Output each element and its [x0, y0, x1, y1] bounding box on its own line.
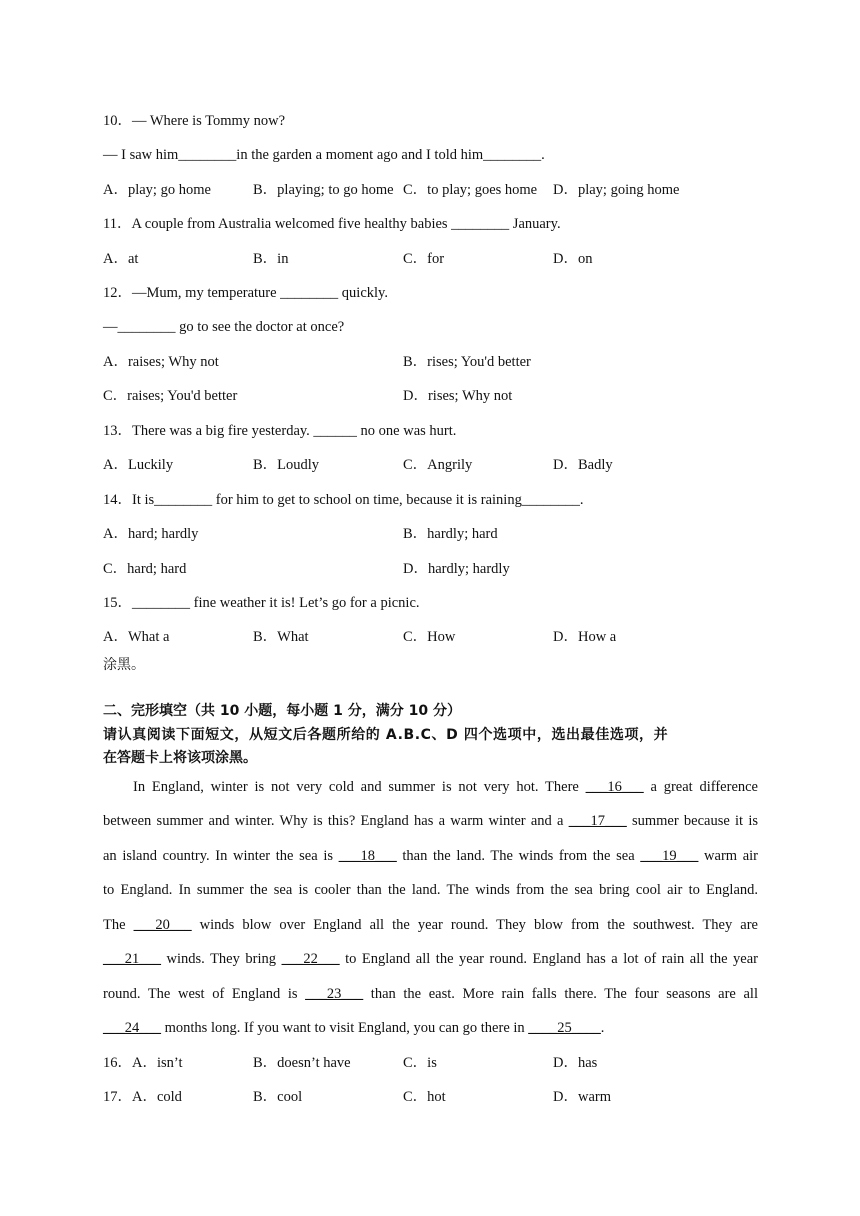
- question-14-stem: 14．It is________ for him to get to school on time, because it is raining________.: [103, 492, 584, 508]
- q11-option-b: B．in: [253, 251, 289, 267]
- passage-line-7: round. The west of England is ___23___ than the east. More rain falls there. The four seasons are all: [103, 986, 758, 1002]
- blank-16: ___16___: [585, 779, 644, 795]
- q15-option-b: B．What: [253, 629, 309, 645]
- q14-option-a: A．hard; hardly: [103, 526, 199, 542]
- passage-line-4: to England. In summer the sea is cooler than the land. The winds from the sea bring cool air to England.: [103, 882, 758, 898]
- question-10-stem-2: — I saw him________in the garden a moment ago and I told him________.: [103, 147, 545, 163]
- section-instruction-line-2: 在答题卡上将该项涂黑。: [103, 750, 257, 766]
- blank-21: ___21___: [103, 951, 161, 967]
- q10-option-b: B．playing; to go home: [253, 182, 394, 198]
- q10-option-d: D．play; going home: [553, 182, 680, 198]
- q12-option-a: A．raises; Why not: [103, 354, 219, 370]
- q12-option-d: D．rises; Why not: [403, 388, 513, 404]
- blank-18: ___18___: [338, 848, 397, 864]
- question-11-stem: 11．A couple from Australia welcomed five healthy babies ________ January.: [103, 216, 561, 232]
- question-12-stem: 12．—Mum, my temperature ________ quickly.: [103, 285, 388, 301]
- blank-19: ___19___: [640, 848, 699, 864]
- q13-option-b: B．Loudly: [253, 457, 320, 473]
- q16-option-d: D．has: [553, 1055, 598, 1071]
- blank-20: ___20___: [133, 917, 192, 933]
- q15-option-a: A．What a: [103, 629, 170, 645]
- passage-line-2: between summer and winter. Why is this? England has a warm winter and a ___17___ summer because it is: [103, 813, 758, 829]
- q14-option-c: C．hard; hard: [103, 561, 187, 577]
- q14-option-b: B．hardly; hard: [403, 526, 498, 542]
- section-heading: 二、完形填空（共 10 小题，每小题 1 分，满分 10 分）: [103, 703, 461, 719]
- blank-24: ___24___: [103, 1020, 161, 1036]
- q16-option-c: C．is: [403, 1055, 437, 1071]
- q11-option-a: A．at: [103, 251, 139, 267]
- blank-17: ___17___: [568, 813, 627, 829]
- passage-line-5: The ___20___ winds blow over England all the year round. They blow from the southwest. They are: [103, 917, 758, 933]
- passage-line-6: ___21___ winds. They bring ___22___ to England all the year round. England has a lot of rain all the year: [103, 951, 759, 967]
- passage-line-8: ___24___ months long. If you want to visit England, you can go there in ____25____.: [103, 1020, 605, 1036]
- q10-option-a: A．play; go home: [103, 182, 211, 198]
- section-instruction-line-1: 请认真阅读下面短文，从短文后各题所给的 A.B.C、D 四个选项中，选出最佳选项，并: [103, 727, 669, 743]
- passage-line-3: an island country. In winter the sea is ___18___ than the land. The winds from the sea ___19___ warm air: [103, 848, 759, 864]
- q13-option-a: A．Luckily: [103, 457, 174, 473]
- q17-option-c: C．hot: [403, 1089, 446, 1105]
- q14-option-d: D．hardly; hardly: [403, 561, 510, 577]
- q12-option-b: B．rises; You'd better: [403, 354, 531, 370]
- q16-option-b: B．doesn’t have: [253, 1055, 351, 1071]
- q12-option-c: C．raises; You'd better: [103, 388, 238, 404]
- question-13-stem: 13．There was a big fire yesterday. ______ no one was hurt.: [103, 423, 457, 439]
- blank-25: ____25____: [528, 1020, 601, 1036]
- blank-22: ___22___: [281, 951, 340, 967]
- stray-text: 涂黑。: [103, 657, 145, 673]
- question-10-stem: 10．— Where is Tommy now?: [103, 113, 286, 129]
- q11-option-c: C．for: [403, 251, 445, 267]
- q13-option-c: C．Angrily: [403, 457, 473, 473]
- q10-option-c: C．to play; goes home: [403, 182, 538, 198]
- q11-option-d: D．on: [553, 251, 593, 267]
- q17-option-a: 17．A．cold: [103, 1089, 182, 1105]
- question-12-stem-2: —________ go to see the doctor at once?: [103, 319, 345, 335]
- q17-option-b: B．cool: [253, 1089, 303, 1105]
- question-15-stem: 15．________ fine weather it is! Let’s go for a picnic.: [103, 595, 420, 611]
- q15-option-d: D．How a: [553, 629, 617, 645]
- q15-option-c: C．How: [403, 629, 456, 645]
- q17-option-d: D．warm: [553, 1089, 611, 1105]
- q13-option-d: D．Badly: [553, 457, 613, 473]
- blank-23: ___23___: [305, 986, 364, 1002]
- q16-option-a: 16．A．isn’t: [103, 1055, 183, 1071]
- passage-line-1: In England, winter is not very cold and summer is not very hot. There ___16___ a great difference: [133, 779, 758, 795]
